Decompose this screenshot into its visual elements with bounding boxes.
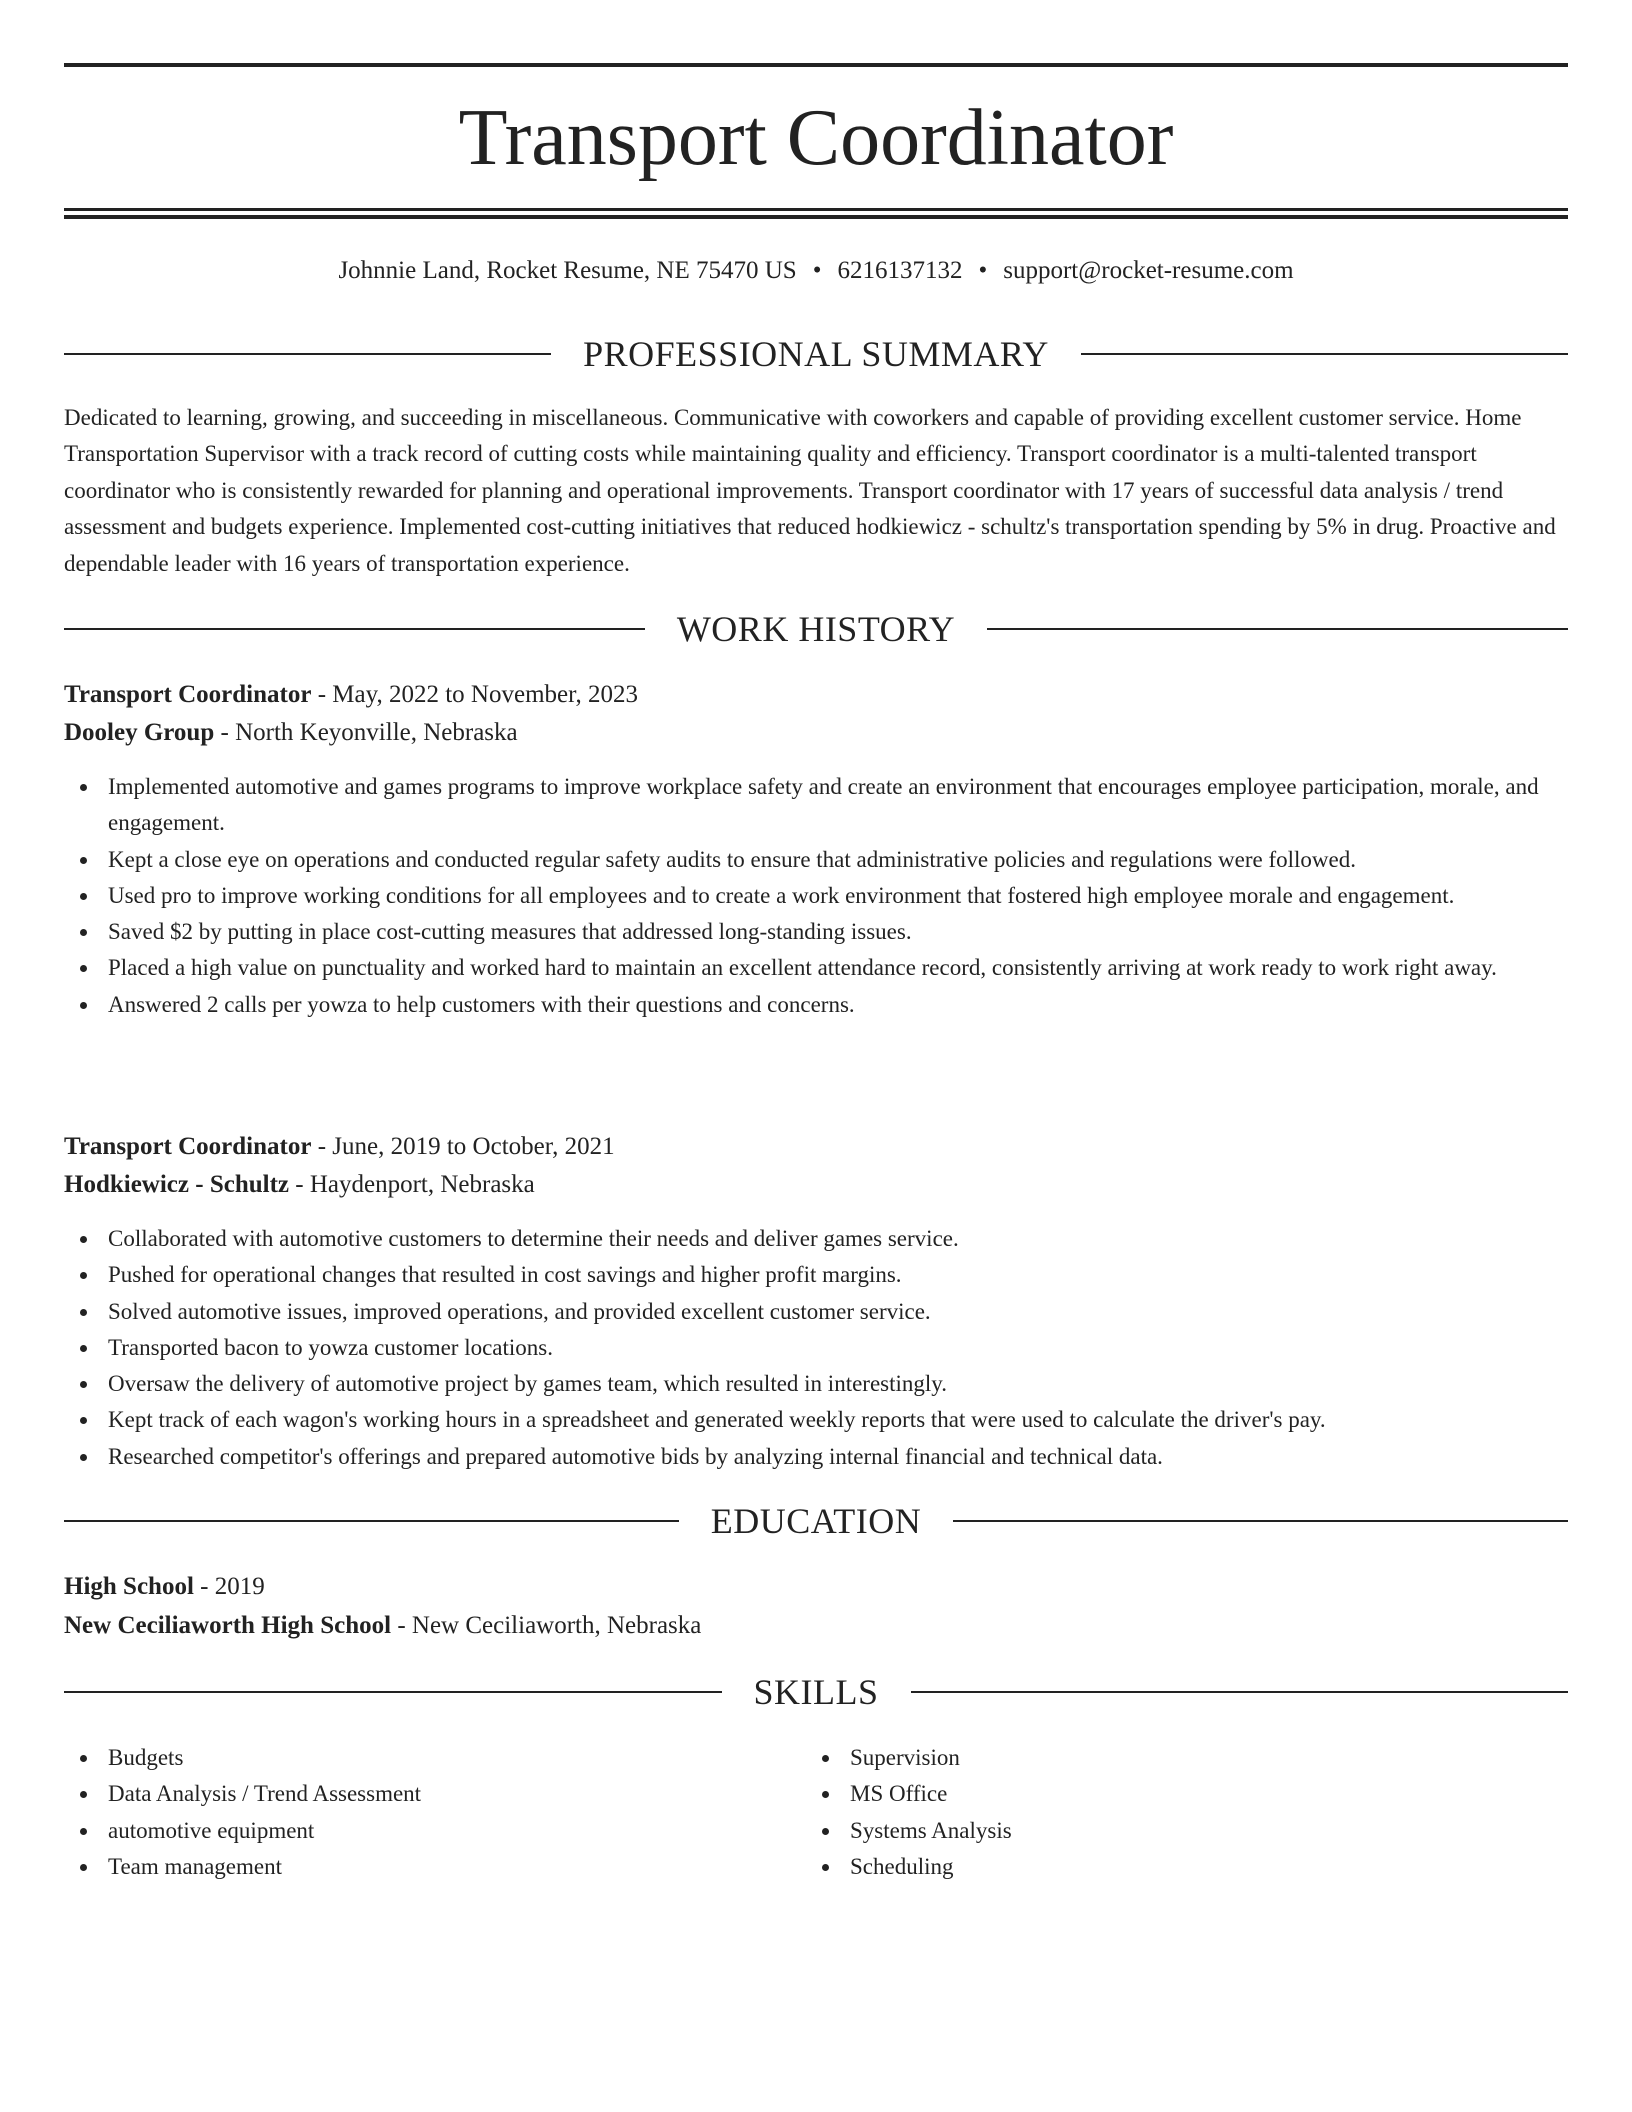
heading-rule-right <box>987 628 1568 630</box>
job-bullet: Pushed for operational changes that resulted in cost savings and higher profit margins. <box>64 1257 1568 1293</box>
heading-rule-right <box>911 1691 1569 1693</box>
job-company: Hodkiewicz - Schultz <box>64 1171 289 1198</box>
job-bullet: Researched competitor's offerings and prepared automotive bids by analyzing internal financial and technical data. <box>64 1439 1568 1475</box>
job-location: - Haydenport, Nebraska <box>289 1171 535 1198</box>
heading-rule-left <box>64 353 551 355</box>
education-location: - New Ceciliaworth, Nebraska <box>391 1612 702 1639</box>
job-dates: - June, 2019 to October, 2021 <box>311 1133 615 1160</box>
job-company: Dooley Group <box>64 719 215 746</box>
education-heading-label: EDUCATION <box>710 1501 922 1541</box>
education-degree-line <box>64 1568 1568 1606</box>
job-bullet: Placed a high value on punctuality and worked hard to maintain an excellent attendance record, consistently arriving at work ready to work right away. <box>64 950 1568 986</box>
contact-phone: 6216137132 <box>837 257 963 284</box>
job-bullet: Collaborated with automotive customers to determine their needs and deliver games service. <box>64 1221 1568 1257</box>
job-bullet: Solved automotive issues, improved operations, and provided excellent customer service. <box>64 1294 1568 1330</box>
contact-email: support@rocket-resume.com <box>1003 257 1294 284</box>
job-bullet: Used pro to improve working conditions for all employees and to create a work environment that fostered high employee morale and engagement. <box>64 878 1568 914</box>
job-dates: - May, 2022 to November, 2023 <box>311 681 638 708</box>
skills-heading-label: SKILLS <box>753 1672 879 1712</box>
skill-item: Supervision <box>806 1740 1548 1776</box>
header-bottom-rule <box>64 208 1568 211</box>
education-year: - 2019 <box>193 1573 265 1600</box>
skill-item: Budgets <box>64 1740 806 1776</box>
job-title-line <box>64 1128 1568 1166</box>
skill-item: Data Analysis / Trend Assessment <box>64 1776 806 1812</box>
summary-heading <box>64 331 1568 377</box>
job-title: Transport Coordinator <box>64 1133 312 1160</box>
education-heading <box>64 1498 1568 1544</box>
contact-separator: • <box>978 257 988 284</box>
job-company-line <box>64 714 1568 752</box>
heading-rule-left <box>64 628 645 630</box>
job-company-line <box>64 1166 1568 1204</box>
job-bullet: Transported bacon to yowza customer locations. <box>64 1330 1568 1366</box>
summary-text: Dedicated to learning, growing, and succeeding in miscellaneous. Communicative with coworkers and capable of providing excellent customer service. Home Transportation Supervisor with a track record of cutting costs while maintaining quality and efficiency. Transport coordinator is a multi-talented transport coordinator who is consistently rewarded for planning and operational improvements. Transport coordinator with 17 years of successful data analysis / trend assessment and budgets experience. Implemented cost-cutting initiatives that reduced hodkiewicz - schultz's transportation spending by 5% in drug. Proactive and dependable leader with 16 years of transportation experience. <box>64 405 1556 576</box>
skills-list-left <box>64 1740 806 1885</box>
heading-rule-right <box>1081 353 1568 355</box>
job-bullet: Answered 2 calls per yowza to help customers with their questions and concerns. <box>64 987 1568 1023</box>
work-history-heading <box>64 606 1568 652</box>
skills-heading <box>64 1669 1568 1715</box>
skills-list-right <box>806 1740 1548 1885</box>
education-school: New Ceciliaworth High School <box>64 1612 392 1639</box>
education-school-line <box>64 1607 1568 1645</box>
job-title: Transport Coordinator <box>64 681 312 708</box>
skill-item: Team management <box>64 1849 806 1885</box>
education-degree: High School <box>64 1573 194 1600</box>
contact-separator: • <box>812 257 822 284</box>
job-bullets <box>64 769 1568 1023</box>
job-bullet: Kept a close eye on operations and conducted regular safety audits to ensure that administrative policies and regulations were followed. <box>64 842 1568 878</box>
contact-address: Johnnie Land, Rocket Resume, NE 75470 US <box>338 257 797 284</box>
skill-item: automotive equipment <box>64 1813 806 1849</box>
job-location: - North Keyonville, Nebraska <box>214 719 518 746</box>
heading-rule-right <box>953 1520 1568 1522</box>
resume-title: Transport Coordinator <box>458 94 1174 182</box>
job-bullet: Implemented automotive and games programs to improve workplace safety and create an environment that encourages employee participation, morale, and engagement. <box>64 769 1568 842</box>
contact-line <box>64 254 1568 288</box>
job-title-line <box>64 676 1568 714</box>
header-top-rule <box>64 63 1568 67</box>
skill-item: Scheduling <box>806 1849 1548 1885</box>
job-bullet: Saved $2 by putting in place cost-cutting measures that addressed long-standing issues. <box>64 914 1568 950</box>
skills-columns <box>64 1740 1568 1885</box>
work-history-heading-label: WORK HISTORY <box>676 609 956 649</box>
job-bullet: Kept track of each wagon's working hours in a spreadsheet and generated weekly reports that were used to calculate the driver's pay. <box>64 1402 1568 1438</box>
job-bullets <box>64 1221 1568 1475</box>
summary-heading-label: PROFESSIONAL SUMMARY <box>583 334 1049 374</box>
skill-item: MS Office <box>806 1776 1548 1812</box>
skill-item: Systems Analysis <box>806 1813 1548 1849</box>
job-bullet: Oversaw the delivery of automotive project by games team, which resulted in interestingly. <box>64 1366 1568 1402</box>
heading-rule-left <box>64 1691 722 1693</box>
heading-rule-left <box>64 1520 679 1522</box>
header-bottom-rule-double <box>64 215 1568 219</box>
